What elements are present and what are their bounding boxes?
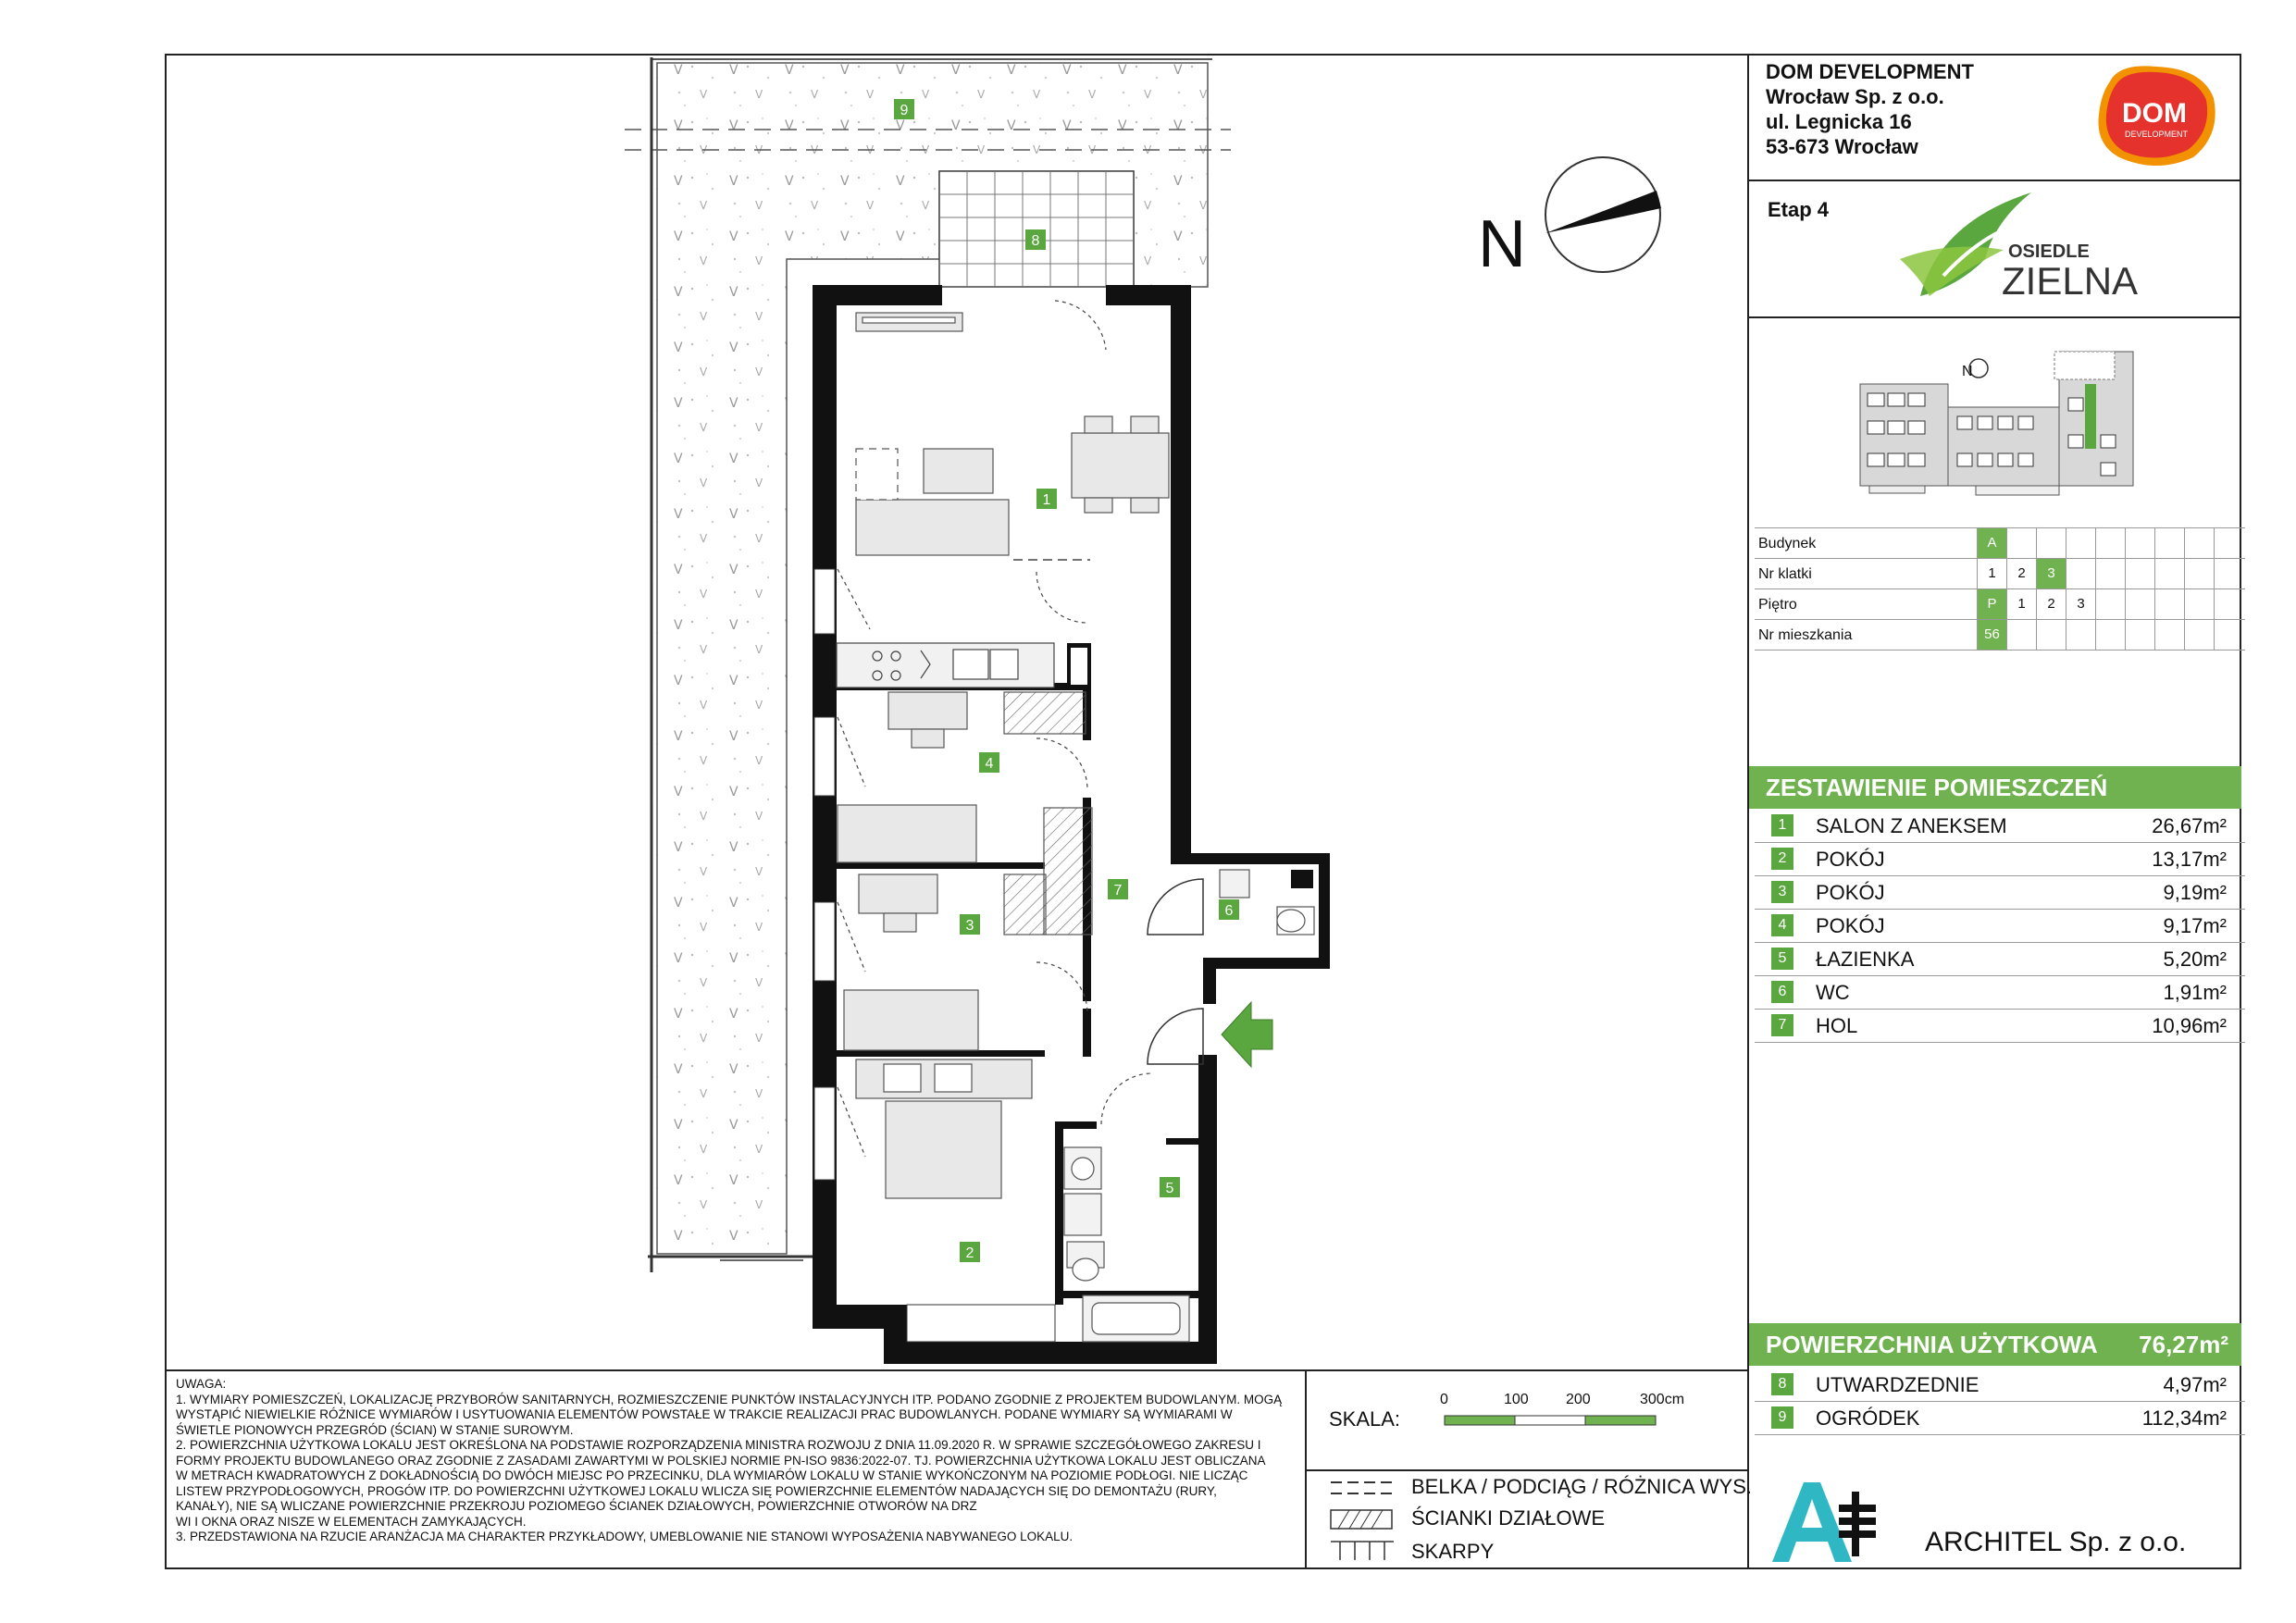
company-name: DOM DEVELOPMENT — [1766, 60, 1974, 83]
room-row: 1 SALON Z ANEKSEM 26,67m² — [1755, 809, 2245, 843]
extra-row: 9 OGRÓDEK 112,34m² — [1755, 1401, 2245, 1435]
entrance-arrow-icon — [1222, 1002, 1272, 1067]
dashed-lines-icon — [1331, 1482, 1394, 1493]
company-street: ul. Legnicka 16 — [1766, 110, 1912, 133]
svg-text:N: N — [1962, 364, 1973, 379]
legend-beam: BELKA / PODCIĄG / RÓŻNICA WYS. — [1411, 1475, 1752, 1498]
svg-text:DOM: DOM — [2122, 98, 2187, 129]
key-plan — [1842, 333, 2175, 518]
floor-row: Piętro P 1 2 3 — [1755, 589, 2245, 620]
hatch-icon — [1331, 1510, 1392, 1529]
svg-text:OSIEDLE: OSIEDLE — [2008, 242, 2090, 262]
keyplan-highlight — [2085, 384, 2096, 449]
scale-tick: 100 — [1504, 1392, 1529, 1407]
svg-text:8: 8 — [1031, 233, 1040, 249]
steps-icon — [1331, 1542, 1394, 1560]
svg-text:N: N — [1478, 207, 1526, 281]
scale-tick: 200 — [1566, 1392, 1591, 1407]
usable-area-bar — [1749, 1323, 2241, 1366]
location-grid — [1755, 527, 2245, 650]
svg-text:7: 7 — [1113, 883, 1123, 898]
room-row: 3 POKÓJ 9,19m² — [1755, 875, 2245, 910]
building-row: Budynek A — [1755, 528, 2245, 559]
paved-terrace — [939, 171, 1134, 287]
svg-text:DEVELOPMENT: DEVELOPMENT — [2124, 130, 2189, 139]
room2-furniture — [856, 1059, 1032, 1198]
svg-text:1: 1 — [1042, 492, 1051, 508]
room-row: 7 HOL 10,96m² — [1755, 1009, 2245, 1043]
stage-label: Etap 4 — [1768, 198, 1830, 221]
svg-text:9: 9 — [900, 103, 909, 118]
legend-slopes: SKARPY — [1411, 1540, 1495, 1563]
company-city: 53-673 Wrocław — [1766, 135, 1918, 158]
svg-text:6: 6 — [1224, 903, 1234, 919]
scale-tick: 300cm — [1640, 1392, 1685, 1407]
apartment-row: Nr mieszkania 56 — [1755, 620, 2245, 650]
svg-text:5: 5 — [1165, 1181, 1174, 1196]
company-address — [1766, 59, 1974, 159]
scale-tick: 0 — [1440, 1392, 1448, 1407]
notes-rule — [165, 1369, 1749, 1371]
living-furniture — [856, 313, 1169, 555]
room-row: 4 POKÓJ 9,17m² — [1755, 909, 2245, 943]
svg-text:4: 4 — [985, 756, 994, 772]
panel-rule — [1747, 316, 2241, 318]
panel-rule — [1747, 180, 2241, 181]
legend-icons — [1329, 1477, 1396, 1566]
usable-area-value: 76,27m² — [2139, 1331, 2228, 1358]
rooms-header: ZESTAWIENIE POMIESZCZEŃ — [1749, 766, 2241, 809]
architect-name: ARCHITEL Sp. z o.o. — [1925, 1527, 2187, 1557]
notes-block: UWAGA: 1. WYMIARY POMIESZCZEŃ, LOKALIZACJĘ PRZYBORÓW SANITARNYCH, ROZMIESZCZENIE PUNKTÓW INSTALACYJNYCH ITP. PODANO ZGODNIE Z PROJEKTEM BUDOWLANYM. MOGĄ WYSTĄPIĆ NIEWIELKIE RÓŻNICE WYMIARÓW I USYTUOWANIA ELEMENTÓW POWSTAŁE W TRAKCIE REALIZACJI PRAC BUDOWLANYCH. PODANE WYMIARY SĄ WYMIARAMI W ŚWIETLE PIONOWYCH PRZEGRÓD (ŚCIAN) W STANIE SUROWYM. 2. POWIERZCHNIA UŻYTKOWA LOKALU JEST OKREŚLONA NA PODSTAWIE ROZPORZĄDZENIA MINISTRA ROZWOJU Z DNIA 11.09.2020 R. W SPRAWIE SZCZEGÓŁOWEGO ZAKRESU I FORMY PROJEKTU BUDOWLANEGO ORAZ ZGODNIE Z ZASADAMI ZAWARTYMI W POLSKIEJ NORMIE PN-ISO 9836:2022-07. TJ. POWIERZCHNIA UŻYTKOWA LOKALU JEST OBLICZANA W METRACH KWADRATOWYCH Z DOKŁADNOŚCIĄ DO DWÓCH MIEJSC PO PRZECINKU, DLA WYMIARÓW LOKALU W STANIE WYKOŃCZONYM NA POZIOMIE PODŁOGI. NIE LICZĄC LISTEW PRZYPODŁOGOWYCH, PROGÓW ITP. DO POWIERZCHNI UŻYTKOWEJ LOKALU WLICZA SIĘ POWIERZCHNIE ELEMENTÓW NADAJĄCYCH SIĘ DO DEMONTAŻU (RURY, KANAŁY), NIE SĄ WLICZANE POWIERZCHNIE PRZEKROJU POZIOMEGO ŚCIANEK DZIAŁOWYCH, POWIERZCHNIE OTWORÓW NA DRZ WI I OKNA ORAZ NISZE W ELEMENTACH ZAMYKAJĄCYCH. 3. PRZEDSTAWIONA NA RZUCIE ARANŻACJA MA CHARAKTER PRZYKŁADOWY, UMEBLOWANIE NIE STANOWI WYPOSAŻENIA NABYWANEGO LOKALU. — [176, 1377, 1296, 1545]
dom-development-logo — [2091, 61, 2221, 170]
svg-text:ZIELNA: ZIELNA — [2002, 259, 2139, 303]
kitchen-counter — [837, 643, 1054, 688]
scale-rule — [1305, 1469, 1749, 1471]
scale-label: SKALA: — [1329, 1407, 1401, 1431]
room-row: 2 POKÓJ 13,17m² — [1755, 842, 2245, 876]
osiedle-zielna-logo — [1893, 185, 2139, 310]
svg-text:2: 2 — [965, 1245, 974, 1261]
room-row: 6 WC 1,91m² — [1755, 975, 2245, 1010]
scale-bar — [1444, 1414, 1657, 1427]
compass-icon — [1478, 157, 1661, 281]
usable-area-label: POWIERZCHNIA UŻYTKOWA — [1766, 1331, 2098, 1358]
door-arcs — [1148, 879, 1203, 1064]
extra-row: 8 UTWARDZEDNIE 4,97m² — [1755, 1368, 2245, 1402]
company-line2: Wrocław Sp. z o.o. — [1766, 85, 1944, 108]
legend-partitions: ŚCIANKI DZIAŁOWE — [1411, 1506, 1606, 1530]
room-row: 5 ŁAZIENKA 5,20m² — [1755, 942, 2245, 976]
architel-logo — [1763, 1477, 1902, 1566]
bathroom-fixtures — [1064, 870, 1314, 1342]
floor-plan — [165, 54, 1747, 1569]
notes-title: UWAGA: — [176, 1377, 227, 1391]
interior-partitions — [837, 643, 1203, 1305]
svg-text:3: 3 — [965, 918, 974, 934]
staircase-row: Nr klatki 1 2 3 — [1755, 559, 2245, 589]
